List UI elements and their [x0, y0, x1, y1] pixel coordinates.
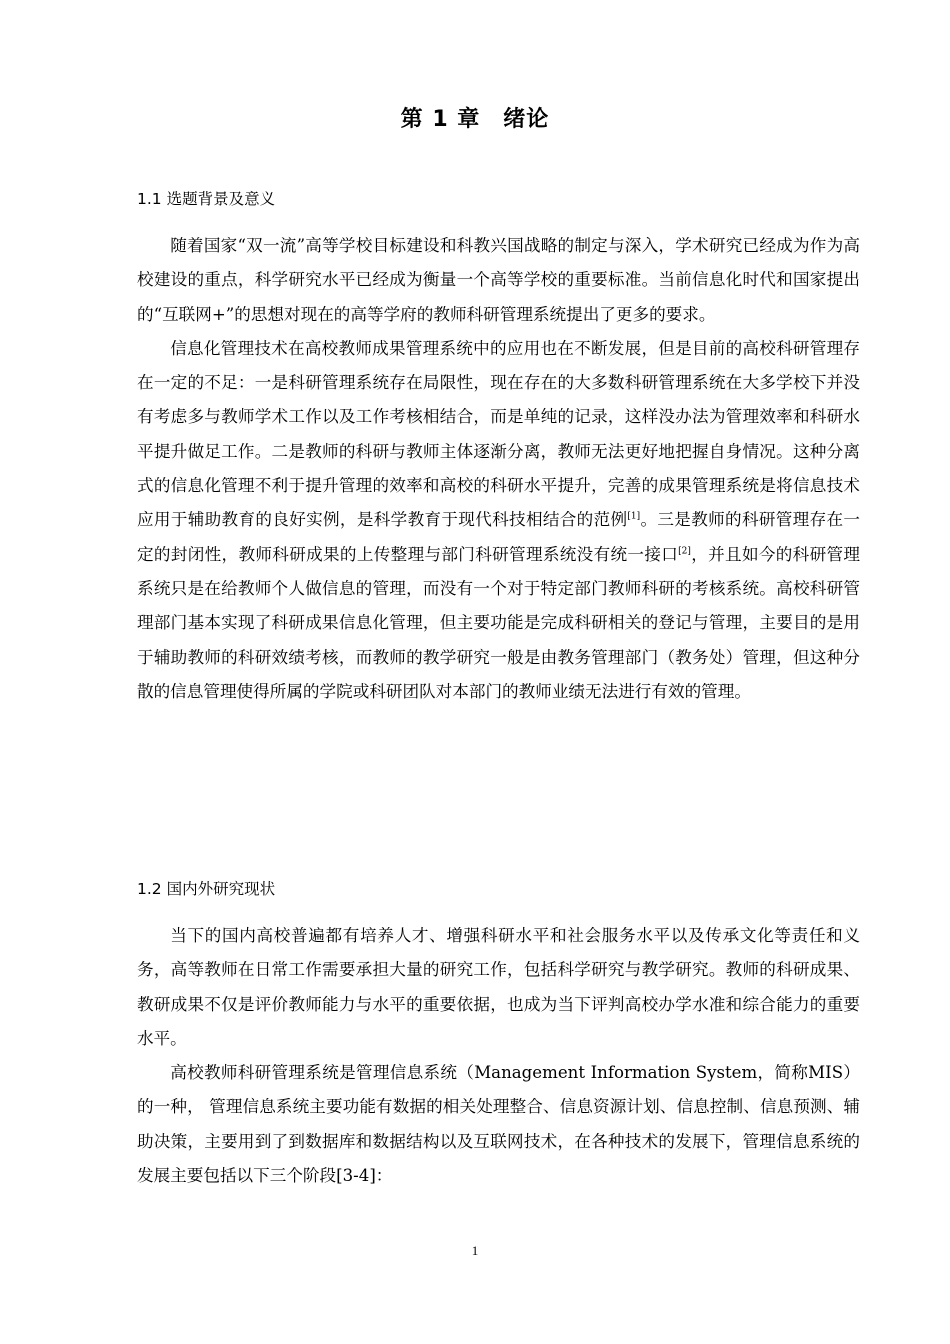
- paragraph: 高校教师科研管理系统是管理信息系统（Management Information System，简称MIS）的一种， 管理信息系统主要功能有数据的相关处理整合、信息资源计划、信息控制、信息预测、辅助决策，主要用到了到数据库和数据结构以及互联网技术，在各种技术的发展下，管理信息系统的发展主要包括以下三个阶段[3-4]：: [137, 1063, 860, 1186]
- paragraph: [137, 332, 860, 709]
- section-body-1-2: [137, 919, 860, 1193]
- paragraph: 随着国家“双一流”高等学校目标建设和科教兴国战略的制定与深入，学术研究已经成为作为高校建设的重点，科学研究水平已经成为衡量一个高等学校的重要标准。当前信息化时代和国家提出的“互联网+”的思想对现在的高等学府的教师科研管理系统提出了更多的要求。: [137, 236, 860, 324]
- citation-ref[interactable]: [1]: [627, 511, 641, 522]
- section-heading-1-1: 1.1 选题背景及意义: [137, 190, 276, 208]
- paragraph: 当下的国内高校普遍都有培养人才、增强科研水平和社会服务水平以及传承文化等责任和义务，高等教师在日常工作需要承担大量的研究工作，包括科学研究与教学研究。教师的科研成果、教研成果不仅是评价教师能力与水平的重要依据，也成为当下评判高校办学水准和综合能力的重要水平。: [137, 926, 860, 1048]
- section-heading-1-2: 1.2 国内外研究现状: [137, 880, 276, 898]
- citation-ref[interactable]: [2]: [678, 546, 691, 557]
- paragraph-text: ，并且如今的科研管理系统只是在给教师个人做信息的管理，而没有一个对于特定部门教师科研的考核系统。高校科研管理部门基本实现了科研成果信息化管理，但主要功能是完成科研相关的登记与管理，主要目的是用于辅助教师的科研效绩考核，而教师的教学研究一般是由教务管理部门（教务处）管理，但这种分散的信息管理使得所属的学院或科研团队对本部门的教师业绩无法进行有效的管理。: [137, 544, 860, 701]
- section-body-1-1: [137, 229, 860, 709]
- page-number: 1: [471, 1243, 479, 1258]
- chapter-title: 第 1 章 绪论: [400, 107, 550, 132]
- paragraph-text: 信息化管理技术在高校教师成果管理系统中的应用也在不断发展，但是目前的高校科研管理存在一定的不足：一是科研管理系统存在局限性，现在存在的大多数科研管理系统在大多学校下并没有考虑多与教师学术工作以及工作考核相结合，而是单纯的记录，这样没办法为管理效率和科研水平提升做足工作。二是教师的科研与教师主体逐渐分离，教师无法更好地把握自身情况。这种分离式的信息化管理不利于提升管理的效率和高校的科研水平提升，完善的成果管理系统是将信息技术应用于辅助教育的良好实例，是科学教育于现代科技相结合的范例: [137, 338, 860, 530]
- paragraph-text: 。三是教师的科研管理存在一定的封闭性，教师科研成果的上传整理与部门科研管理系统没有统一接口: [137, 510, 861, 564]
